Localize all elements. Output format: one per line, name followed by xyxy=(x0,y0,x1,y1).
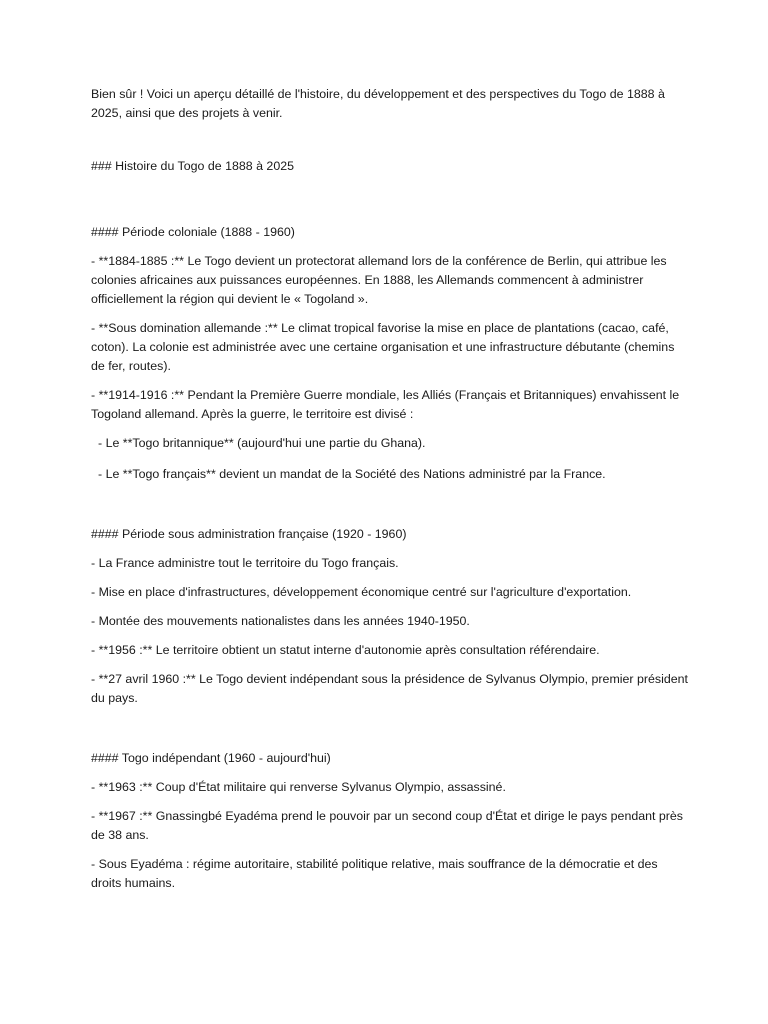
list-item: - Sous Eyadéma : régime autoritaire, stabilité politique relative, mais souffrance de la démocratie et des droits humains. xyxy=(91,857,658,890)
list-item: - **Sous domination allemande :** Le climat tropical favorise la mise en place de plantations (cacao, café, coton). La colonie est administrée avec une certaine organisation et une infrastructure débutante (chemins de fer, routes). xyxy=(91,321,675,373)
section-colonial xyxy=(91,223,691,484)
section-heading: #### Togo indépendant (1960 - aujourd'hui) xyxy=(91,751,331,765)
section-independent-togo xyxy=(91,749,691,893)
intro-paragraph: Bien sûr ! Voici un aperçu détaillé de l'histoire, du développement et des perspectives du Togo de 1888 à 2025, ainsi que des projets à venir. xyxy=(91,87,665,120)
section-french-administration xyxy=(91,525,691,708)
list-item: - **1884-1885 :** Le Togo devient un protectorat allemand lors de la conférence de Berlin, qui attribue les colonies africaines aux puissances européennes. En 1888, les Allemands commencent à administrer officiellement la région qui devient le « Togoland ». xyxy=(91,254,667,306)
sub-list-item: - Le **Togo français** devient un mandat de la Société des Nations administré par la France. xyxy=(98,467,606,481)
list-item: - **1956 :** Le territoire obtient un statut interne d'autonomie après consultation référendaire. xyxy=(91,643,600,657)
main-heading: ### Histoire du Togo de 1888 à 2025 xyxy=(91,159,294,173)
section-heading: #### Période sous administration française (1920 - 1960) xyxy=(91,527,407,541)
list-item: - **1967 :** Gnassingbé Eyadéma prend le pouvoir par un second coup d'État et dirige le pays pendant près de 38 ans. xyxy=(91,809,683,842)
section-heading: #### Période coloniale (1888 - 1960) xyxy=(91,225,295,239)
sub-list-item: - Le **Togo britannique** (aujourd'hui une partie du Ghana). xyxy=(98,436,426,450)
list-item: - La France administre tout le territoire du Togo français. xyxy=(91,556,399,570)
document-body xyxy=(91,85,691,903)
list-item: - **1914-1916 :** Pendant la Première Guerre mondiale, les Alliés (Français et Britanniques) envahissent le Togoland allemand. Après la guerre, le territoire est divisé : xyxy=(91,388,680,421)
list-item: - **1963 :** Coup d'État militaire qui renverse Sylvanus Olympio, assassiné. xyxy=(91,780,506,794)
list-item: - Montée des mouvements nationalistes dans les années 1940-1950. xyxy=(91,614,470,628)
list-item: - **27 avril 1960 :** Le Togo devient indépendant sous la présidence de Sylvanus Olympio, premier président du pays. xyxy=(91,672,688,705)
list-item: - Mise en place d'infrastructures, développement économique centré sur l'agriculture d'exportation. xyxy=(91,585,632,599)
